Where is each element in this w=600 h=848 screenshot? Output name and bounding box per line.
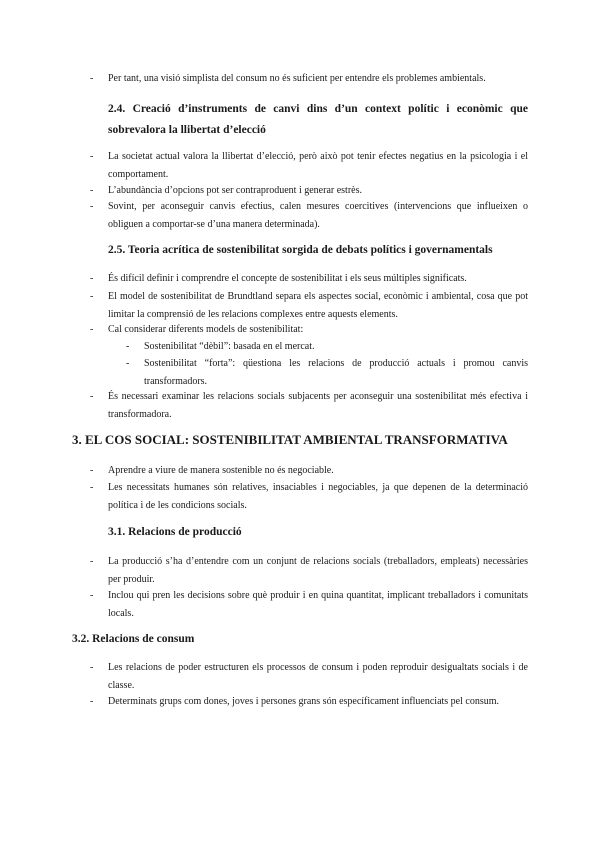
bullet-dash: - bbox=[90, 556, 94, 567]
bullet-text: L’abundància d’opcions pot ser contraproduent i generar estrès. bbox=[108, 185, 362, 196]
bullet-dash: - bbox=[90, 696, 94, 707]
section-heading-3-1 bbox=[108, 522, 528, 543]
bullet-text: La societat actual valora la llibertat d’elecció, però això pot tenir efectes negatius en la psicologia i el comportament. bbox=[108, 151, 528, 180]
bullet-text: Les necessitats humanes són relatives, insaciables i negociables, ja que depenen de la determinació política i de les condicions socials. bbox=[108, 482, 528, 511]
bullet-text: És difícil definir i comprendre el concepte de sostenibilitat i els seus múltiples significats. bbox=[108, 273, 467, 284]
bullet-text: Inclou qui pren les decisions sobre què produir i en quina quantitat, implicant treballadors i comunitats locals. bbox=[108, 590, 528, 619]
chapter-heading-3 bbox=[72, 431, 532, 449]
section-title: 2.5. Teoria acrítica de sostenibilitat sorgida de debats polítics i governamentals bbox=[108, 244, 493, 256]
section-heading-2-4 bbox=[108, 99, 528, 141]
bullet-dash: - bbox=[90, 465, 94, 476]
bullet-text: Cal considerar diferents models de sostenibilitat: bbox=[108, 324, 304, 335]
section-title: 3.2. Relacions de consum bbox=[72, 633, 195, 645]
chapter-title: 3. EL COS SOCIAL: SOSTENIBILITAT AMBIENTAL TRANSFORMATIVA bbox=[72, 432, 508, 447]
bullet-dash: - bbox=[126, 358, 130, 369]
bullet-text: El model de sostenibilitat de Brundtland separa els aspectes social, econòmic i ambiental, cosa que pot limitar la comprensió de les relacions complexes entre aquests elements. bbox=[108, 291, 528, 320]
bullet-text: Les relacions de poder estructuren els processos de consum i poden reproduir desigualtats socials i de classe. bbox=[108, 662, 528, 691]
bullet-text: Sovint, per aconseguir canvis efectius, calen mesures coercitives (intervencions que influeixen o obliguen a comportar-se d’una manera determinada). bbox=[108, 201, 528, 230]
bullet-text: La producció s’ha d’entendre com un conjunt de relacions socials (treballadors, empleats) necessàries per produir. bbox=[108, 556, 528, 585]
bullet-dash: - bbox=[90, 590, 94, 601]
bullet-dash: - bbox=[90, 201, 94, 212]
bullet-dash: - bbox=[90, 291, 94, 302]
bullet-dash: - bbox=[90, 273, 94, 284]
bullet-dash: - bbox=[90, 482, 94, 493]
bullet-dash: - bbox=[90, 324, 94, 335]
bullet-text: És necessari examinar les relacions socials subjacents per aconseguir una sostenibilitat més efectiva i transformadora. bbox=[108, 391, 528, 420]
bullet-dash: - bbox=[90, 73, 94, 84]
bullet-dash: - bbox=[90, 151, 94, 162]
bullet-text: Per tant, una visió simplista del consum no és suficient per entendre els problemes ambientals. bbox=[108, 73, 486, 84]
bullet-text: Sostenibilitat “dèbil”: basada en el mercat. bbox=[144, 341, 315, 352]
bullet-text: Determinats grups com dones, joves i persones grans són específicament influenciats pel consum. bbox=[108, 696, 500, 707]
bullet-dash: - bbox=[126, 341, 130, 352]
bullet-text: Sostenibilitat “forta”: qüestiona les relacions de producció actuals i promou canvis transformadors. bbox=[144, 358, 528, 387]
bullet-text: Aprendre a viure de manera sostenible no és negociable. bbox=[108, 465, 334, 476]
bullet-dash: - bbox=[90, 662, 94, 673]
bullet-dash: - bbox=[90, 185, 94, 196]
section-title: 3.1. Relacions de producció bbox=[108, 526, 242, 538]
section-heading-2-5 bbox=[108, 240, 528, 261]
bullet-dash: - bbox=[90, 391, 94, 402]
section-heading-3-2 bbox=[72, 629, 512, 650]
section-title: 2.4. Creació d’instruments de canvi dins d’un context polític i econòmic que sobrevalora la llibertat d’elecció bbox=[108, 103, 528, 136]
